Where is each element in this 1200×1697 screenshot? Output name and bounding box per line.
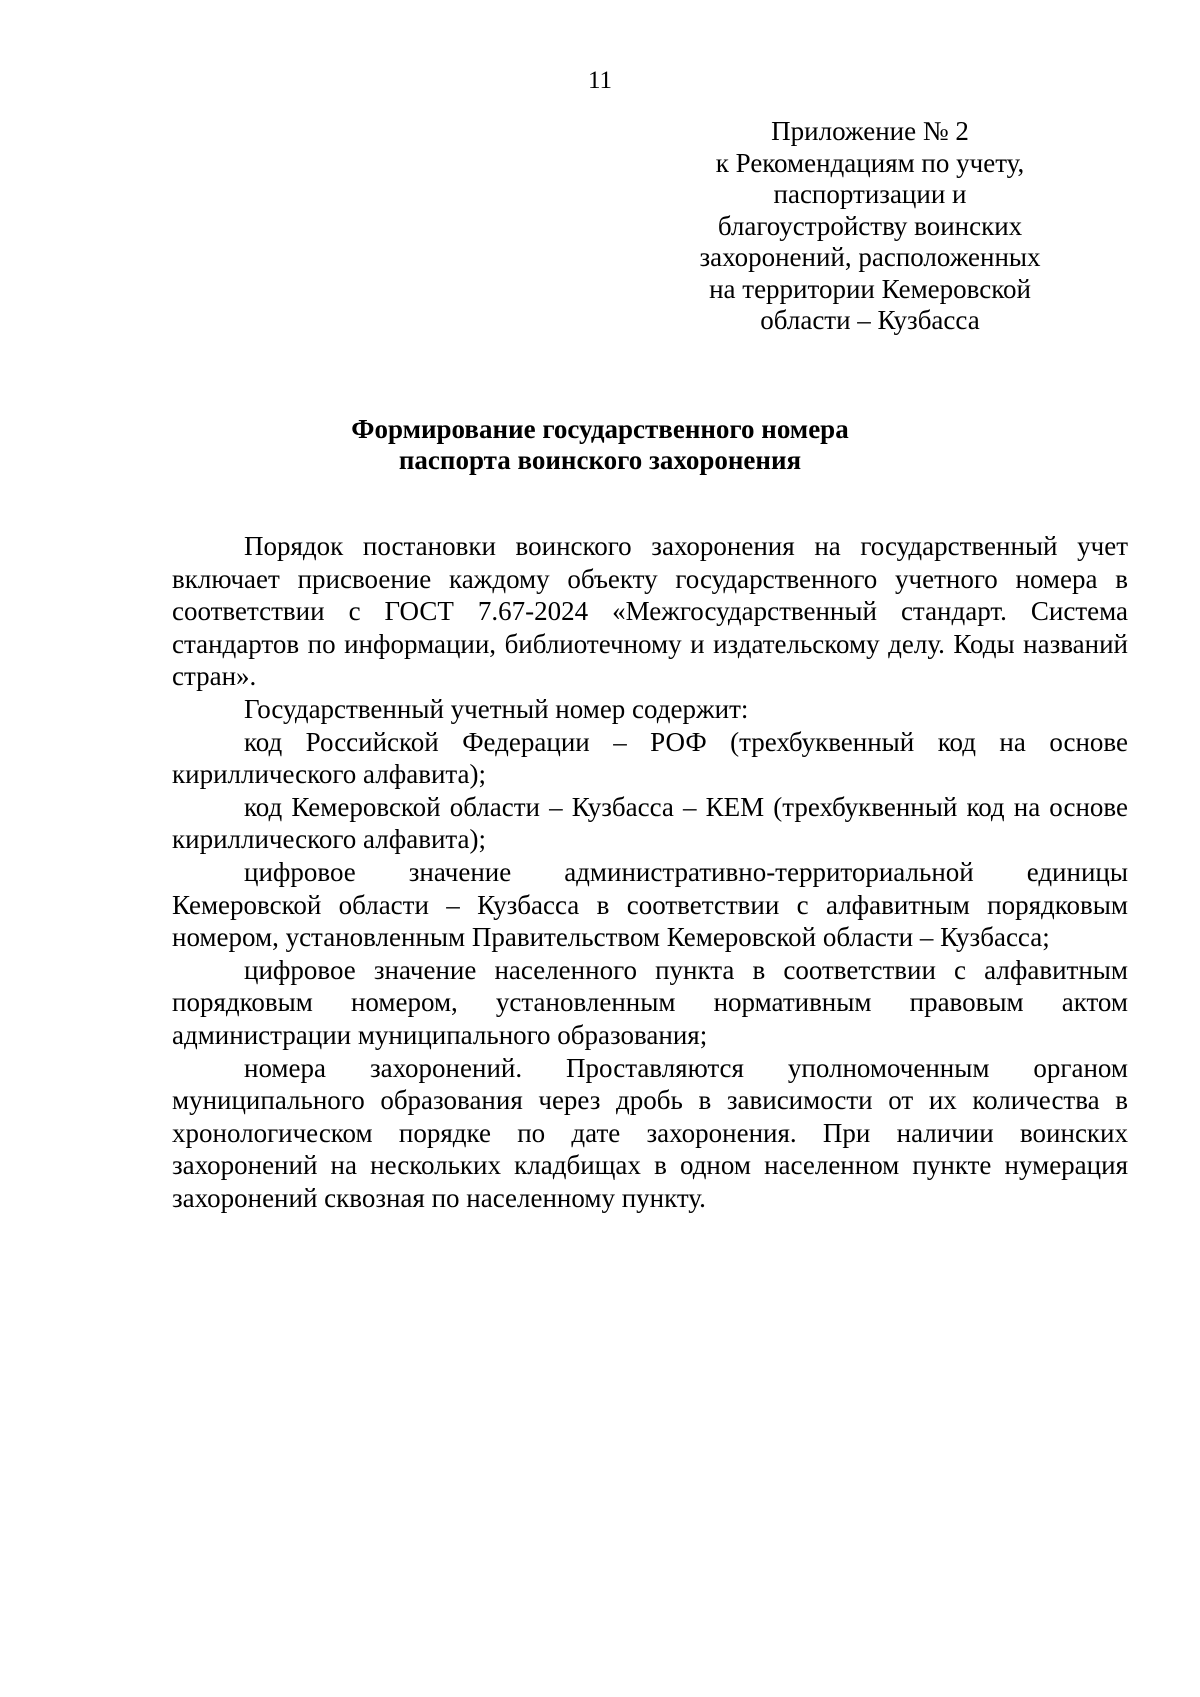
appendix-line: паспортизации и xyxy=(773,179,967,209)
document-body xyxy=(172,530,1128,1214)
appendix-line: к Рекомендациям по учету, xyxy=(715,147,1025,178)
document-title xyxy=(0,414,1200,476)
paragraph-district-code: цифровое значение административно-территориальной единицы Кемеровской области – Кузбасса в соответствии с алфавитным порядковым номером, установленным Правительством Кемеровской области – Кузбасса; xyxy=(172,856,1128,953)
appendix-line: области – Кузбасса xyxy=(760,305,980,335)
paragraph-burial-numbers: номера захоронений. Проставляются уполномоченным органом муниципального образования через дробь в зависимости от их количества в хронологическом порядке по дате захоронения. При наличии воинских захоронений на нескольких кладбищах в одном населенном пункте нумерация захоронений сквозная по населенному пункту. xyxy=(172,1052,1128,1213)
paragraph-country-code: код Российской Федерации – РОФ (трехбуквенный код на основе кириллического алфавита); xyxy=(172,726,1128,790)
appendix-line: Приложение № 2 xyxy=(771,116,969,146)
paragraph-settlement-code: цифровое значение населенного пункта в соответствии с алфавитным порядковым номером, установленным нормативным правовым актом администрации муниципального образования; xyxy=(172,954,1128,1050)
appendix-line: благоустройству воинских xyxy=(717,210,1023,241)
title-line-2: паспорта воинского захоронения xyxy=(398,445,802,475)
title-line-1: Формирование государственного номера xyxy=(351,414,849,444)
appendix-header xyxy=(680,116,1060,337)
appendix-line: на территории Кемеровской xyxy=(709,273,1031,304)
paragraph-region-code: код Кемеровской области – Кузбасса – КЕМ (трехбуквенный код на основе кириллического алфавита); xyxy=(172,791,1128,855)
paragraph-contents-heading: Государственный учетный номер содержит: xyxy=(244,693,749,724)
page-number: 11 xyxy=(587,67,613,94)
appendix-line: захоронений, расположенных xyxy=(699,242,1041,272)
paragraph-intro: Порядок постановки воинского захоронения на государственный учет включает присвоение каждому объекту государственного учетного номера в соответствии с ГОСТ 7.67-2024 «Межгосударственный стандарт. Система стандартов по информации, библиотечному и издательскому делу. Коды названий стран». xyxy=(172,531,1128,692)
